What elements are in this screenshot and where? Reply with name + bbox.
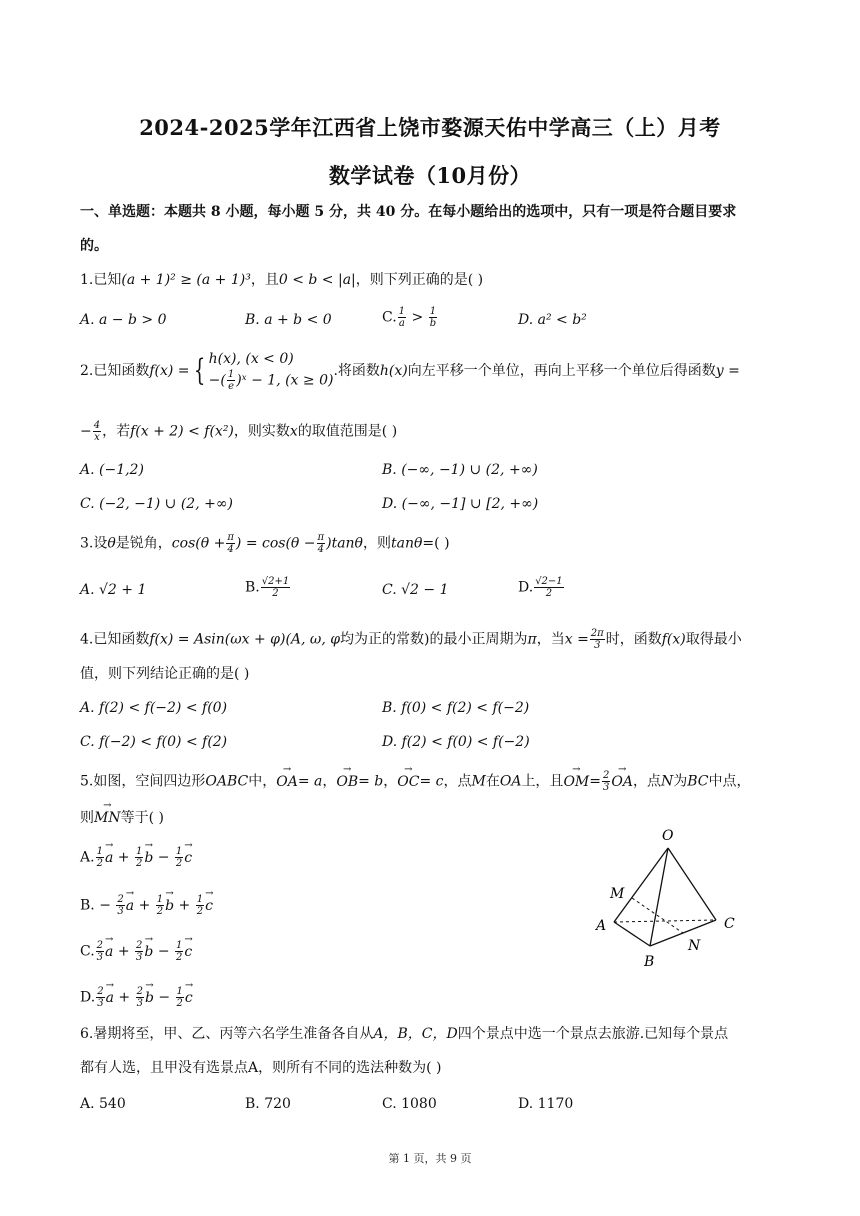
question-4-line2: 值，则下列结论正确的是( ) <box>80 666 250 682</box>
q4-fx2: f(x) <box>661 631 686 648</box>
q2-text-a: 已知函数 <box>93 363 150 379</box>
q5-line2-b: 等于( ) <box>120 810 164 826</box>
q5-option-b-label: B. <box>80 897 95 914</box>
exam-title-line1: 2024-2025学年江西省上饶市婺源天佑中学高三（上）月考 <box>139 115 721 140</box>
q3-option-b[interactable] <box>245 576 291 599</box>
page-footer: 第 1 页，共 9 页 <box>388 1152 472 1165</box>
q5-eq-d: = <box>589 773 601 790</box>
label-a: A <box>596 918 607 934</box>
q3-option-b-label: B. <box>245 579 260 596</box>
q3-option-d-frac: $\frac{√2-1}{2}$ <box>535 576 563 599</box>
q3-option-b-frac: $\frac{√2+1}{2}$ <box>261 576 290 599</box>
exam-title-line2: 数学试卷（10月份） <box>328 163 532 188</box>
q2-line2-text: ，若 <box>102 423 131 440</box>
question-6-line1 <box>80 1024 728 1044</box>
q6-text-a: 暑期将至，甲、乙、丙等六名学生准备各自从 <box>93 1026 374 1042</box>
question-5-line1: 5.如图，空间四边形OABC中，→ OA= a，→ OB= b，→ OC= c，点M在OA上，且→ OM= $\frac{2}{3}$ → OA，点N为BC中点， <box>80 770 750 793</box>
q6-places: A，B，C，D <box>373 1026 458 1042</box>
q5-text-c: ，点 <box>443 773 472 790</box>
q3-eq-a: cos(θ + <box>171 535 226 552</box>
q4-option-d[interactable]: D. f(2) < f(0) < f(−2) <box>382 734 530 750</box>
q5-eq-a: = a <box>297 773 323 790</box>
edge-oc <box>668 848 716 920</box>
q6-number: 6. <box>80 1026 94 1042</box>
q1-condition-1: (a + 1)² ≥ (a + 1)³ <box>121 272 251 288</box>
q6-option-d[interactable]: D. 1170 <box>518 1096 574 1112</box>
q3-text-b: 是锐角， <box>115 535 172 552</box>
q5-text-b: 中， <box>248 773 277 790</box>
q4-text-d: 时，函数 <box>605 631 662 648</box>
question-2-line1 <box>80 350 740 390</box>
q3-option-c[interactable]: C. √2 − 1 <box>382 582 449 598</box>
question-1 <box>80 270 483 290</box>
q2-text-c: 向左平移一个单位，再向上平移一个单位后得函数 <box>407 363 716 379</box>
q3-tan: tanθ <box>391 535 423 552</box>
q5-option-b[interactable]: B. − $\frac{2}{3}$ → a + $\frac{1}{2}$ → b + $\frac{1}{2}$ → c <box>80 894 213 917</box>
q3-option-d-label: D. <box>518 579 534 596</box>
label-c: C <box>724 916 735 932</box>
q4-fx: f(x) = Asin(ωx + φ)(A, ω, φ <box>149 631 341 648</box>
question-6-line2: 都有人选，且甲没有选景点A，则所有不同的选法种数为( ) <box>80 1060 442 1076</box>
q5-oa: OA <box>499 773 522 790</box>
q3-text-c: ，则 <box>363 535 391 552</box>
q2-xvar: x <box>289 423 298 440</box>
edge-ob <box>650 848 668 946</box>
question-2-line2 <box>80 420 397 443</box>
q2-frac-4-x: $\frac{4}{x}$ <box>93 420 101 443</box>
q4-number: 4. <box>80 631 94 648</box>
q5-option-d-label: D. <box>80 989 96 1006</box>
q5-text-d: 在 <box>485 773 500 790</box>
q2-option-b[interactable]: B. (−∞, −1) ∪ (2, +∞) <box>382 462 538 478</box>
q5-oabc: OABC <box>205 773 249 790</box>
q5-line2-a: 则 <box>80 810 94 826</box>
q2-inequality: f(x + 2) < f(x²) <box>130 423 234 440</box>
q5-option-a[interactable]: A. $\frac{1}{2}$ → a + $\frac{1}{2}$ → b − $\frac{1}{2}$ → c <box>80 846 192 869</box>
q1-option-c[interactable]: C. $\frac{1}{a}$ > $\frac{1}{b}$ <box>382 306 437 329</box>
q2-option-d[interactable]: D. (−∞, −1] ∪ [2, +∞) <box>382 496 539 512</box>
q2-option-c[interactable]: C. (−2, −1) ∪ (2, +∞) <box>80 496 233 512</box>
q3-eq-c: )tanθ <box>326 535 363 552</box>
q2-text-b: .将函数 <box>333 363 380 379</box>
q4-option-a[interactable]: A. f(2) < f(−2) < f(0) <box>80 700 228 716</box>
q5-option-c-label: C. <box>80 943 95 960</box>
q5-text-h: 中点， <box>708 773 751 790</box>
q4-option-c[interactable]: C. f(−2) < f(0) < f(2) <box>80 734 228 750</box>
q2-option-a[interactable]: A. (−1,2) <box>80 462 144 478</box>
q2-minus: − <box>80 423 92 440</box>
q4-text-c: ，当 <box>536 631 565 648</box>
q4-text-a: 已知函数 <box>93 631 150 648</box>
q5-number: 5. <box>80 773 94 790</box>
question-5-line2 <box>80 808 164 828</box>
q4-pi: π <box>527 631 537 648</box>
q5-vec-oc: → OC <box>397 772 419 792</box>
q1-text-b: ，且 <box>250 272 279 288</box>
label-n: N <box>688 938 701 954</box>
q3-text-d: =( ) <box>422 535 450 552</box>
section-heading-line1: 一、单选题：本题共 8 小题，每小题 5 分，共 40 分。在每小题给出的选项中，只有一项是符合题目要求 <box>80 204 737 220</box>
q3-text-a: 设 <box>93 535 108 552</box>
q1-number: 1. <box>80 272 94 288</box>
q4-text-e: 取得最小 <box>685 631 742 648</box>
section-heading-line2: 的。 <box>80 238 108 254</box>
q5-text-e: 上，且 <box>521 773 564 790</box>
q1-option-c-label: C. <box>382 309 397 326</box>
q1-option-c-frac1: $\frac{1}{a}$ <box>398 306 406 329</box>
q5-n: N <box>660 773 674 790</box>
q2-fx: f(x) = <box>149 363 190 379</box>
q5-vec-mn: → MN <box>94 808 121 828</box>
edge-oa <box>614 848 668 922</box>
q5-bc: BC <box>687 773 709 790</box>
q1-option-a[interactable]: A. a − b > 0 <box>80 312 167 328</box>
q2-line2-tail: ，则实数 <box>233 423 290 440</box>
q1-condition-2: 0 < b < |a| <box>278 272 356 288</box>
q5-text-g: 为 <box>673 773 688 790</box>
q5-option-a-label: A. <box>80 849 95 866</box>
q5-vec-oa-2: → OA <box>611 772 633 792</box>
q2-hx: h(x) <box>379 363 408 379</box>
q5-vec-ob: → OB <box>336 772 358 792</box>
q2-line2-end: 的取值范围是( ) <box>297 423 398 440</box>
edge-ac-hidden <box>614 920 716 922</box>
q5-frac-2-3: $\frac{2}{3}$ <box>602 770 610 793</box>
q5-text-a: 如图，空间四边形 <box>93 773 206 790</box>
q3-option-d[interactable] <box>518 576 565 599</box>
q4-option-b[interactable]: B. f(0) < f(2) < f(−2) <box>382 700 530 716</box>
q4-frac-2pi-3: $\frac{2\pi}{3}$ <box>590 628 604 651</box>
q5-option-c[interactable]: C. $\frac{2}{3}$ → a + $\frac{2}{3}$ → b − $\frac{1}{2}$ → c <box>80 940 192 963</box>
label-o: O <box>662 828 674 844</box>
q5-option-d[interactable]: D. $\frac{2}{3}$ → a + $\frac{2}{3}$ → b − $\frac{1}{2}$ → c <box>80 986 193 1009</box>
q5-vec-oa: → OA <box>276 772 298 792</box>
q2-number: 2. <box>80 363 94 379</box>
q1-option-d[interactable]: D. a² < b² <box>518 312 587 328</box>
q1-option-c-frac2: $\frac{1}{b}$ <box>429 306 437 329</box>
q3-frac-pi-4-b: $\frac{\pi}{4}$ <box>317 532 325 555</box>
question-3 <box>80 532 450 555</box>
q3-theta: θ <box>107 535 116 552</box>
q2-y: y = <box>715 363 740 379</box>
q6-option-b[interactable]: B. 720 <box>245 1096 291 1112</box>
edge-ab <box>614 922 650 946</box>
q4-xeq: x = <box>564 631 589 648</box>
q3-number: 3. <box>80 535 94 552</box>
label-m: M <box>610 886 625 902</box>
q3-eq-b: ) = cos(θ − <box>235 535 316 552</box>
q5-text-f: ，点 <box>632 773 661 790</box>
q6-text-b: 四个景点中选一个景点去旅游.已知每个景点 <box>457 1026 729 1042</box>
q1-text-a: 已知 <box>93 272 122 288</box>
question-4-line1 <box>80 628 742 651</box>
q1-option-b[interactable]: B. a + b < 0 <box>245 312 332 328</box>
q5-m: M <box>471 773 486 790</box>
q5-eq-c: = c <box>419 773 444 790</box>
q2-piecewise: h(x), (x < 0) −( $\frac{1}{e}$ )ˣ − 1, (x ≥ 0) <box>208 351 334 392</box>
q6-option-a[interactable]: A. 540 <box>80 1096 126 1112</box>
tetrahedron-figure <box>590 822 750 972</box>
q5-eq-b: = b <box>358 773 384 790</box>
q5-vec-om: → OM <box>563 772 589 792</box>
q6-option-c[interactable]: C. 1080 <box>382 1096 437 1112</box>
q2-brace: { <box>193 353 205 388</box>
q3-option-a[interactable]: A. √2 + 1 <box>80 582 147 598</box>
q4-text-b: 均为正的常数)的最小正周期为 <box>340 631 528 648</box>
q1-text-c: ，则下列正确的是( ) <box>355 272 484 288</box>
label-b: B <box>644 954 655 970</box>
q3-frac-pi-4-a: $\frac{\pi}{4}$ <box>227 532 234 555</box>
